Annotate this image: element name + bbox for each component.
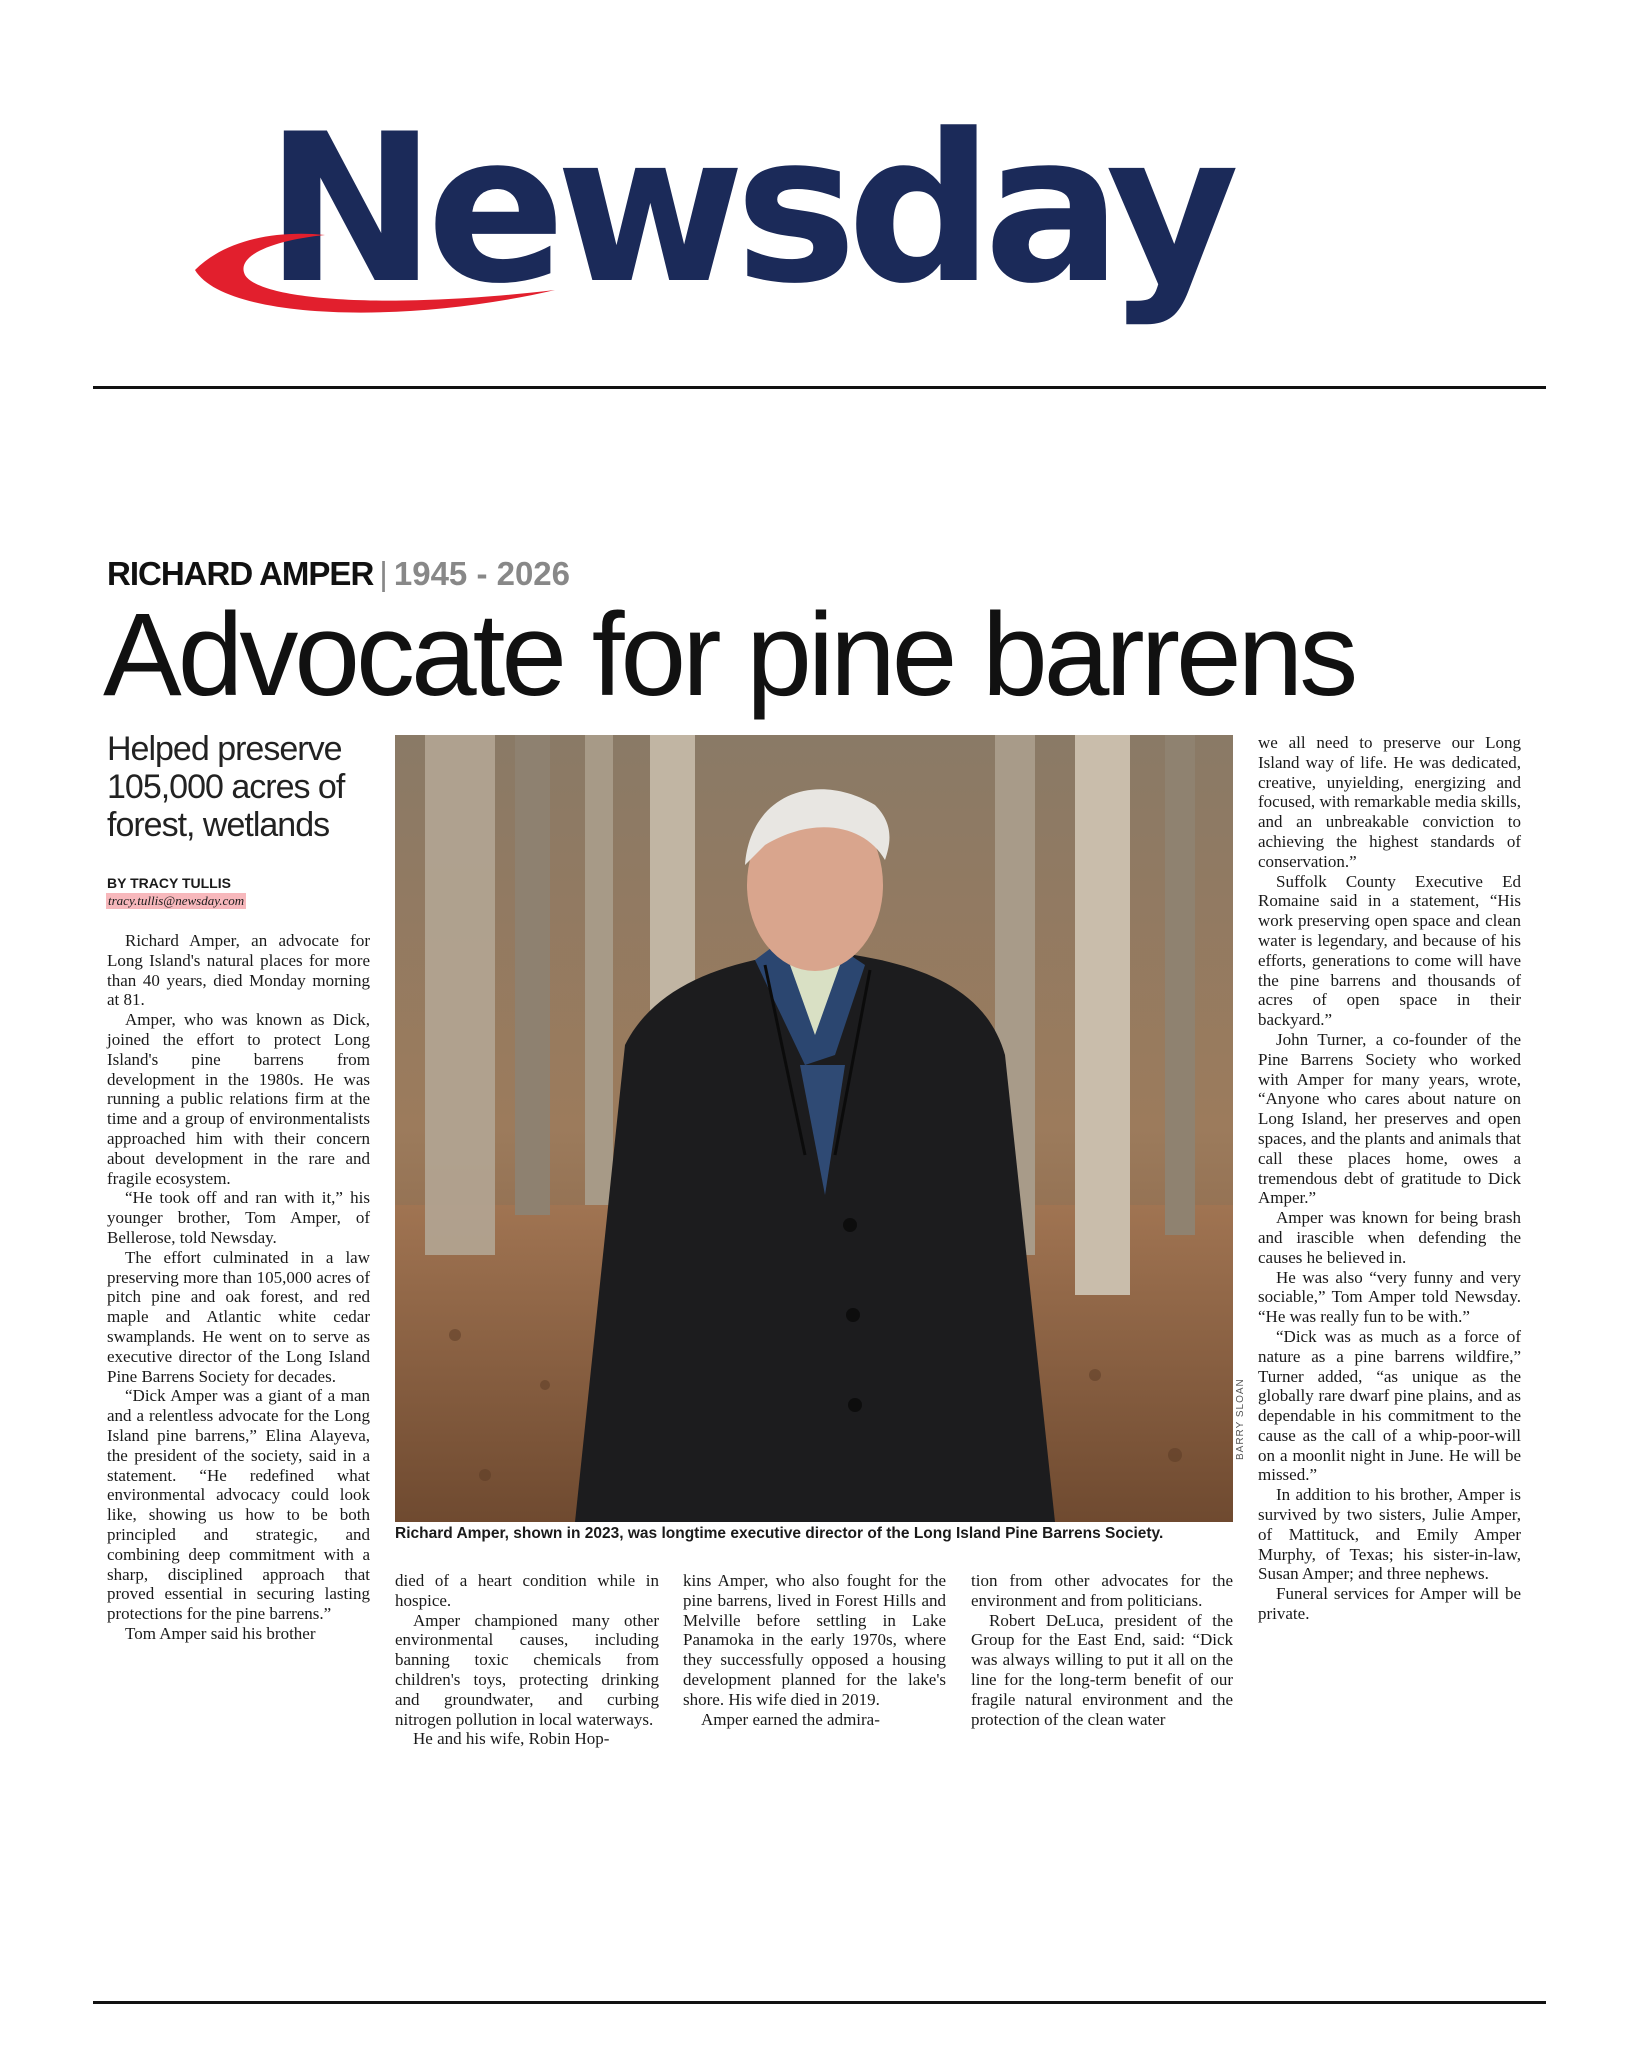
photo-caption: Richard Amper, shown in 2023, was longtime executive director of the Long Island Pine Barrens Society. (395, 1525, 1164, 1542)
headline: Advocate for pine barrens (103, 589, 1355, 721)
paragraph: we all need to preserve our Long Island way of life. He was dedicated, creative, unyielding, energizing and focused, with remarkable media skills, and an unbreakable conviction to achieving the highest standards of conservation.” (1258, 733, 1521, 871)
masthead-swoosh (185, 230, 565, 320)
author-email[interactable]: tracy.tullis@newsday.com (108, 893, 245, 908)
paragraph: Tom Amper said his brother (125, 1623, 316, 1643)
paragraph: Suffolk County Executive Ed Romaine said in a statement, “His work preserving open space and clean water is legendary, and because of his efforts, generations to come will have the pine barrens and thousands of acres of open space in their backyard.” (1258, 871, 1521, 1030)
paragraph: Funeral services for Amper will be private. (1258, 1584, 1521, 1624)
deck-line: forest, wetlands (107, 806, 330, 844)
paragraph: In addition to his brother, Amper is survived by two sisters, Julie Amper, of Mattituck, and Emily Amper Murphy, of Texas; his sister-in-law, Susan Amper; and three nephews. (1258, 1485, 1521, 1584)
deck (107, 730, 377, 844)
paragraph: He and his wife, Robin Hop- (413, 1729, 610, 1749)
masthead-wordmark: Newsday (265, 91, 1230, 329)
masthead-logo (185, 91, 1385, 329)
deck-line: Helped preserve (107, 730, 342, 768)
kicker-name: RICHARD AMPER (107, 555, 374, 592)
photo-illustration (395, 735, 1233, 1522)
article-column-3 (683, 1571, 946, 1729)
article-column-2 (395, 1571, 659, 1749)
paragraph: Amper earned the admira- (701, 1709, 880, 1729)
paragraph: The effort culminated in a law preserving more than 105,000 acres of pitch pine and oak forest, and red maple and Atlantic white cedar swamplands. He went on to serve as executive director of the Long Island Pine Barrens Society for decades. (107, 1247, 370, 1386)
paragraph: tion from other advocates for the environment and from politicians. (971, 1571, 1233, 1610)
deck-line: 105,000 acres of (107, 768, 345, 806)
paragraph: died of a heart condition while in hospice. (395, 1571, 659, 1610)
article-photo (395, 735, 1233, 1522)
paragraph: Robert DeLuca, president of the Group for the East End, said: “Dick was always willing to put it all on the line for the long-term benefit of our fragile natural environment and the protection of the clean water (971, 1610, 1233, 1729)
paragraph: John Turner, a co-founder of the Pine Barrens Society who worked with Amper for many years, wrote, “Anyone who cares about nature on Long Island, her preserves and open spaces, and the plants and animals that call these places home, owes a tremendous debt of gratitude to Dick Amper.” (1258, 1029, 1521, 1208)
paragraph: Amper championed many other environmental causes, including banning toxic chemicals from children's toys, protecting drinking and groundwater, and curbing nitrogen pollution in local waterways. (395, 1610, 659, 1729)
bottom-rule (93, 2001, 1546, 2004)
photo-credit: BARRY SLOAN (1235, 1378, 1246, 1460)
paragraph: Richard Amper, an advocate for Long Island's natural places for more than 40 years, died Monday morning at 81. (107, 931, 370, 1010)
byline: BY TRACY TULLIS (107, 875, 231, 891)
paragraph: Amper, who was known as Dick, joined the effort to protect Long Island's pine barrens from development in the 1980s. He was running a public relations firm at the time and a group of environmentalists approached him with their concern about development in the rare and fragile ecosystem. (107, 1010, 370, 1188)
article-column-1 (107, 931, 370, 1644)
paragraph: “Dick was as much as a force of nature as a pine barrens wildfire,” Turner added, “as unique as the globally rare dwarf pine plains, and as dependable in his commitment to the cause as the call of a whip-poor-will on a moonlit night in June. He will be missed.” (1258, 1326, 1521, 1485)
kicker-years: 1945 - 2026 (393, 555, 571, 592)
kicker-separator: | (379, 555, 388, 592)
paragraph: “Dick Amper was a giant of a man and a relentless advocate for the Long Island pine barrens,” Elina Alayeva, the president of the society, said in a statement. “He redefined what environmental advocacy could look like, showing us how to be both principled and strategic, and combining deep commitment with a sharp, disciplined approach that proved essential in securing lasting protections for the pine barrens.” (107, 1386, 370, 1624)
top-rule (93, 386, 1546, 389)
article-column-4 (971, 1571, 1233, 1729)
paragraph: “He took off and ran with it,” his younger brother, Tom Amper, of Bellerose, told Newsday. (107, 1188, 370, 1247)
paragraph: kins Amper, who also fought for the pine barrens, lived in Forest Hills and Melville before settling in Lake Panamoka in the early 1970s, where they successfully opposed a housing development planned for the lake's shore. His wife died in 2019. (683, 1571, 946, 1709)
paragraph: Amper was known for being brash and irascible when defending the causes he believed in. (1258, 1208, 1521, 1267)
article-column-5 (1258, 733, 1521, 1624)
paragraph: He was also “very funny and very sociable,” Tom Amper told Newsday. “He was really fun to be with.” (1258, 1267, 1521, 1327)
